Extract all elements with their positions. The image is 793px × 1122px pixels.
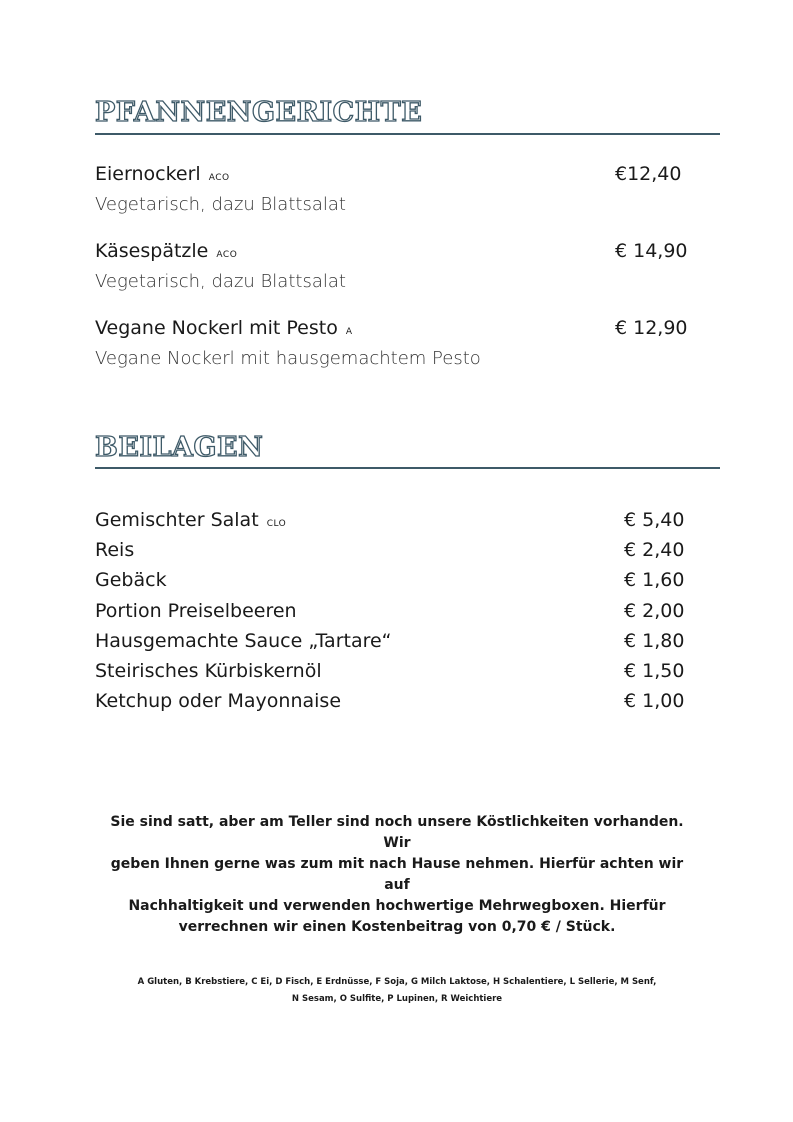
allergen-codes: ACO [216,250,238,260]
side-price: € 1,00 [624,690,685,712]
side-name: Gebäck [95,569,167,591]
dish-name: Käsespätzle ACO [95,240,238,262]
section-title-beilagen: BEILAGEN [95,432,264,463]
side-price: € 2,00 [624,600,685,622]
allergen-codes: CLO [266,519,287,529]
note-line: Nachhaltigkeit und verwenden hochwertige Mehrwegboxen. Hierfür [128,898,666,914]
side-price: € 1,60 [624,569,685,591]
side-name: Steirisches Kürbiskernöl [95,660,322,682]
section-title-pfannengerichte: PFANNENGERICHTE [95,97,423,128]
dish-price: €12,40 [615,163,682,185]
dish-name: Vegane Nockerl mit Pesto A [95,317,353,339]
side-name: Portion Preiselbeeren [95,600,297,622]
side-price: € 2,40 [624,539,685,561]
side-name: Reis [95,539,135,561]
dish-name: Eiernockerl ACO [95,163,230,185]
legend-line: A Gluten, B Krebstiere, C Ei, D Fisch, E Erdnüsse, F Soja, G Milch Laktose, H Schalentiere, L Sellerie, M Senf, [137,977,657,987]
side-price: € 1,80 [624,630,685,652]
section-divider [95,133,720,135]
side-item [95,569,695,595]
note-line: Sie sind satt, aber am Teller sind noch unsere Köstlichkeiten vorhanden. Wir [110,814,684,851]
side-name: Hausgemachte Sauce „Tartare“ [95,630,392,652]
dish-description: Vegane Nockerl mit hausgemachtem Pesto [95,348,481,369]
section-divider [95,467,720,469]
side-price: € 1,50 [624,660,685,682]
side-item [95,600,695,626]
note-line: geben Ihnen gerne was zum mit nach Hause nehmen. Hierfür achten wir auf [110,856,684,893]
dish-price: € 14,90 [615,240,688,262]
allergen-codes: ACO [208,173,230,183]
side-name: Gemischter Salat CLO [95,509,287,531]
side-item [95,660,695,686]
legend-line: N Sesam, O Sulfite, P Lupinen, R Weichtiere [291,994,503,1004]
side-item [95,630,695,656]
side-price: € 5,40 [624,509,685,531]
dish-description: Vegetarisch, dazu Blattsalat [95,194,346,215]
takeaway-note [100,812,694,938]
side-name: Ketchup oder Mayonnaise [95,690,342,712]
dish-description: Vegetarisch, dazu Blattsalat [95,271,346,292]
side-item [95,690,695,716]
dish-price: € 12,90 [615,317,688,339]
note-line: verrechnen wir einen Kostenbeitrag von 0,70 € / Stück. [178,919,616,935]
side-item [95,539,695,565]
allergen-legend [100,974,694,1008]
side-item [95,509,695,535]
allergen-codes: A [345,327,353,337]
